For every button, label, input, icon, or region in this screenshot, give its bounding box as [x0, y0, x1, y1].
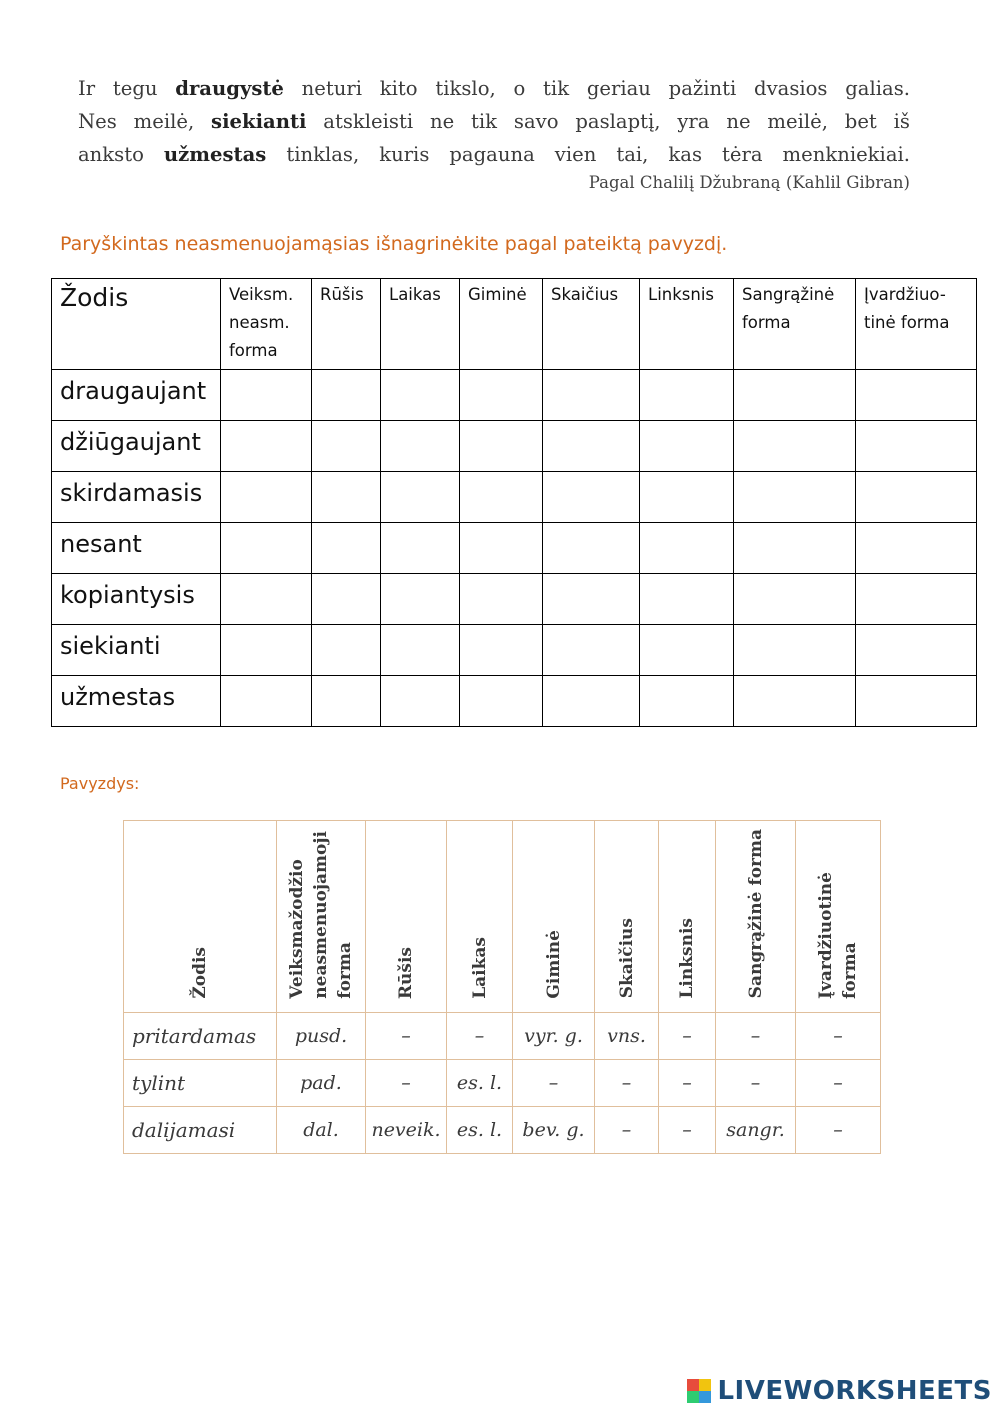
- header-gimine: Giminė: [460, 279, 543, 370]
- example-cell: –: [716, 1012, 796, 1059]
- example-cell: –: [513, 1059, 595, 1106]
- answer-row: [52, 472, 977, 523]
- answer-input-cell[interactable]: [856, 370, 977, 421]
- answer-input-cell[interactable]: [381, 676, 460, 727]
- answer-input-cell[interactable]: [221, 676, 312, 727]
- example-header-cell: [513, 821, 595, 1013]
- answer-input-cell[interactable]: [543, 574, 640, 625]
- example-header-label: Žodis: [190, 947, 210, 999]
- example-row: [124, 1012, 881, 1059]
- answer-input-cell[interactable]: [381, 472, 460, 523]
- header-veiksm-forma: Veiksm. neasm. forma: [221, 279, 312, 370]
- quote-source: Pagal Chalilį Džubraną (Kahlil Gibran): [588, 173, 910, 192]
- answer-input-cell[interactable]: [856, 625, 977, 676]
- example-cell: vyr. g.: [513, 1012, 595, 1059]
- liveworksheets-logo: [687, 1376, 992, 1406]
- answer-input-cell[interactable]: [381, 421, 460, 472]
- example-header-label: Giminė: [543, 930, 564, 999]
- example-cell: pusd.: [277, 1012, 366, 1059]
- example-header-cell: [277, 821, 366, 1013]
- answer-input-cell[interactable]: [460, 625, 543, 676]
- answer-input-cell[interactable]: [312, 625, 381, 676]
- answer-input-cell[interactable]: [221, 574, 312, 625]
- answer-input-cell[interactable]: [734, 625, 856, 676]
- answer-input-cell[interactable]: [460, 523, 543, 574]
- answer-row-word: užmestas: [52, 676, 221, 727]
- example-header-cell: [716, 821, 796, 1013]
- quote-line-2: Nes meilė, siekianti atskleisti ne tik savo paslaptį, yra ne meilė, bet iš: [78, 110, 910, 133]
- answer-input-cell[interactable]: [221, 421, 312, 472]
- header-laikas: Laikas: [381, 279, 460, 370]
- answer-input-cell[interactable]: [734, 676, 856, 727]
- example-header-cell: [366, 821, 447, 1013]
- answer-input-cell[interactable]: [543, 676, 640, 727]
- answer-row: [52, 421, 977, 472]
- example-cell: –: [659, 1106, 716, 1153]
- example-cell: vns.: [595, 1012, 659, 1059]
- answer-row-word: siekianti: [52, 625, 221, 676]
- example-cell: –: [366, 1012, 447, 1059]
- answer-input-cell[interactable]: [221, 625, 312, 676]
- answer-row: [52, 574, 977, 625]
- liveworksheets-brand-text: LIVEWORKSHEETS: [717, 1376, 992, 1406]
- quote-text: [78, 72, 910, 171]
- answer-input-cell[interactable]: [312, 523, 381, 574]
- answer-table-header: [52, 279, 977, 370]
- header-skaicius: Skaičius: [543, 279, 640, 370]
- answer-row: [52, 676, 977, 727]
- quote-line-1: Ir tegu draugystė neturi kito tikslo, o tik geriau pažinti dvasios galias.: [78, 77, 910, 100]
- answer-input-cell[interactable]: [460, 370, 543, 421]
- example-table: [123, 820, 881, 1154]
- example-cell: –: [796, 1012, 881, 1059]
- answer-input-cell[interactable]: [543, 421, 640, 472]
- answer-input-cell[interactable]: [640, 370, 734, 421]
- answer-input-cell[interactable]: [734, 472, 856, 523]
- answer-input-cell[interactable]: [221, 472, 312, 523]
- example-cell: sangr.: [716, 1106, 796, 1153]
- example-cell: pritardamas: [124, 1012, 277, 1059]
- answer-input-cell[interactable]: [640, 574, 734, 625]
- answer-input-cell[interactable]: [381, 370, 460, 421]
- answer-input-cell[interactable]: [460, 676, 543, 727]
- example-header-cell: [659, 821, 716, 1013]
- answer-input-cell[interactable]: [312, 472, 381, 523]
- answer-input-cell[interactable]: [381, 574, 460, 625]
- answer-input-cell[interactable]: [312, 574, 381, 625]
- answer-input-cell[interactable]: [312, 370, 381, 421]
- answer-row: [52, 370, 977, 421]
- example-row: [124, 1059, 881, 1106]
- example-header-label: Įvardžiuotinė forma: [816, 871, 860, 999]
- answer-row-word: nesant: [52, 523, 221, 574]
- example-header-label: Laikas: [469, 936, 490, 999]
- example-cell: –: [796, 1106, 881, 1153]
- answer-input-cell[interactable]: [543, 625, 640, 676]
- header-linksnis: Linksnis: [640, 279, 734, 370]
- header-sangrazine: Sangrąžinė forma: [734, 279, 856, 370]
- answer-input-cell[interactable]: [221, 370, 312, 421]
- example-header-label: Rūšis: [396, 946, 416, 999]
- answer-input-cell[interactable]: [856, 574, 977, 625]
- example-cell: –: [796, 1059, 881, 1106]
- answer-input-cell[interactable]: [460, 472, 543, 523]
- answer-row-word: draugaujant: [52, 370, 221, 421]
- example-cell: dalijamasi: [124, 1106, 277, 1153]
- example-cell: neveik.: [366, 1106, 447, 1153]
- answer-table: [51, 278, 977, 727]
- answer-input-cell[interactable]: [734, 421, 856, 472]
- answer-input-cell[interactable]: [640, 421, 734, 472]
- answer-row-word: skirdamasis: [52, 472, 221, 523]
- example-header-label: Sangrąžinė forma: [745, 829, 766, 999]
- liveworksheets-logo-icon: [687, 1379, 711, 1403]
- example-header-label: Veiksmažodžio neasmenuojamoji forma: [287, 831, 355, 999]
- answer-input-cell[interactable]: [734, 574, 856, 625]
- example-table-header: [124, 821, 881, 1013]
- answer-input-cell[interactable]: [856, 523, 977, 574]
- example-header-cell: [595, 821, 659, 1013]
- answer-input-cell[interactable]: [640, 472, 734, 523]
- answer-input-cell[interactable]: [543, 370, 640, 421]
- answer-input-cell[interactable]: [856, 676, 977, 727]
- answer-input-cell[interactable]: [734, 523, 856, 574]
- answer-input-cell[interactable]: [640, 676, 734, 727]
- example-cell: es. l.: [447, 1106, 513, 1153]
- answer-input-cell[interactable]: [312, 676, 381, 727]
- example-header-cell: [124, 821, 277, 1013]
- example-cell: –: [595, 1106, 659, 1153]
- example-cell: bev. g.: [513, 1106, 595, 1153]
- answer-input-cell[interactable]: [312, 421, 381, 472]
- answer-row: [52, 625, 977, 676]
- answer-input-cell[interactable]: [543, 472, 640, 523]
- answer-input-cell[interactable]: [640, 625, 734, 676]
- example-cell: –: [659, 1059, 716, 1106]
- example-cell: tylint: [124, 1059, 277, 1106]
- example-cell: pad.: [277, 1059, 366, 1106]
- example-cell: –: [366, 1059, 447, 1106]
- example-header-cell: [796, 821, 881, 1013]
- answer-input-cell[interactable]: [460, 574, 543, 625]
- answer-input-cell[interactable]: [856, 472, 977, 523]
- example-row: [124, 1106, 881, 1153]
- answer-input-cell[interactable]: [734, 370, 856, 421]
- answer-input-cell[interactable]: [221, 523, 312, 574]
- example-header-cell: [447, 821, 513, 1013]
- header-ivardziuotine: Įvardžiuo-tinė forma: [856, 279, 977, 370]
- answer-input-cell[interactable]: [543, 523, 640, 574]
- header-rusis: Rūšis: [312, 279, 381, 370]
- instruction-text: Paryškintas neasmenuojamąsias išnagrinėkite pagal pateiktą pavyzdį.: [60, 233, 728, 255]
- example-cell: –: [716, 1059, 796, 1106]
- answer-row-word: kopiantysis: [52, 574, 221, 625]
- example-cell: –: [659, 1012, 716, 1059]
- answer-input-cell[interactable]: [640, 523, 734, 574]
- answer-input-cell[interactable]: [856, 421, 977, 472]
- answer-input-cell[interactable]: [460, 421, 543, 472]
- quote-line-3: anksto užmestas tinklas, kuris pagauna vien tai, kas tėra menkniekiai.: [78, 143, 910, 166]
- example-cell: es. l.: [447, 1059, 513, 1106]
- answer-row: [52, 523, 977, 574]
- answer-input-cell[interactable]: [381, 523, 460, 574]
- answer-row-word: džiūgaujant: [52, 421, 221, 472]
- example-cell: –: [447, 1012, 513, 1059]
- header-zodis: Žodis: [52, 279, 221, 370]
- example-header-label: Skaičius: [616, 918, 637, 999]
- example-header-label: Linksnis: [677, 918, 697, 999]
- example-cell: dal.: [277, 1106, 366, 1153]
- example-cell: –: [595, 1059, 659, 1106]
- example-label: Pavyzdys:: [60, 774, 140, 793]
- answer-input-cell[interactable]: [381, 625, 460, 676]
